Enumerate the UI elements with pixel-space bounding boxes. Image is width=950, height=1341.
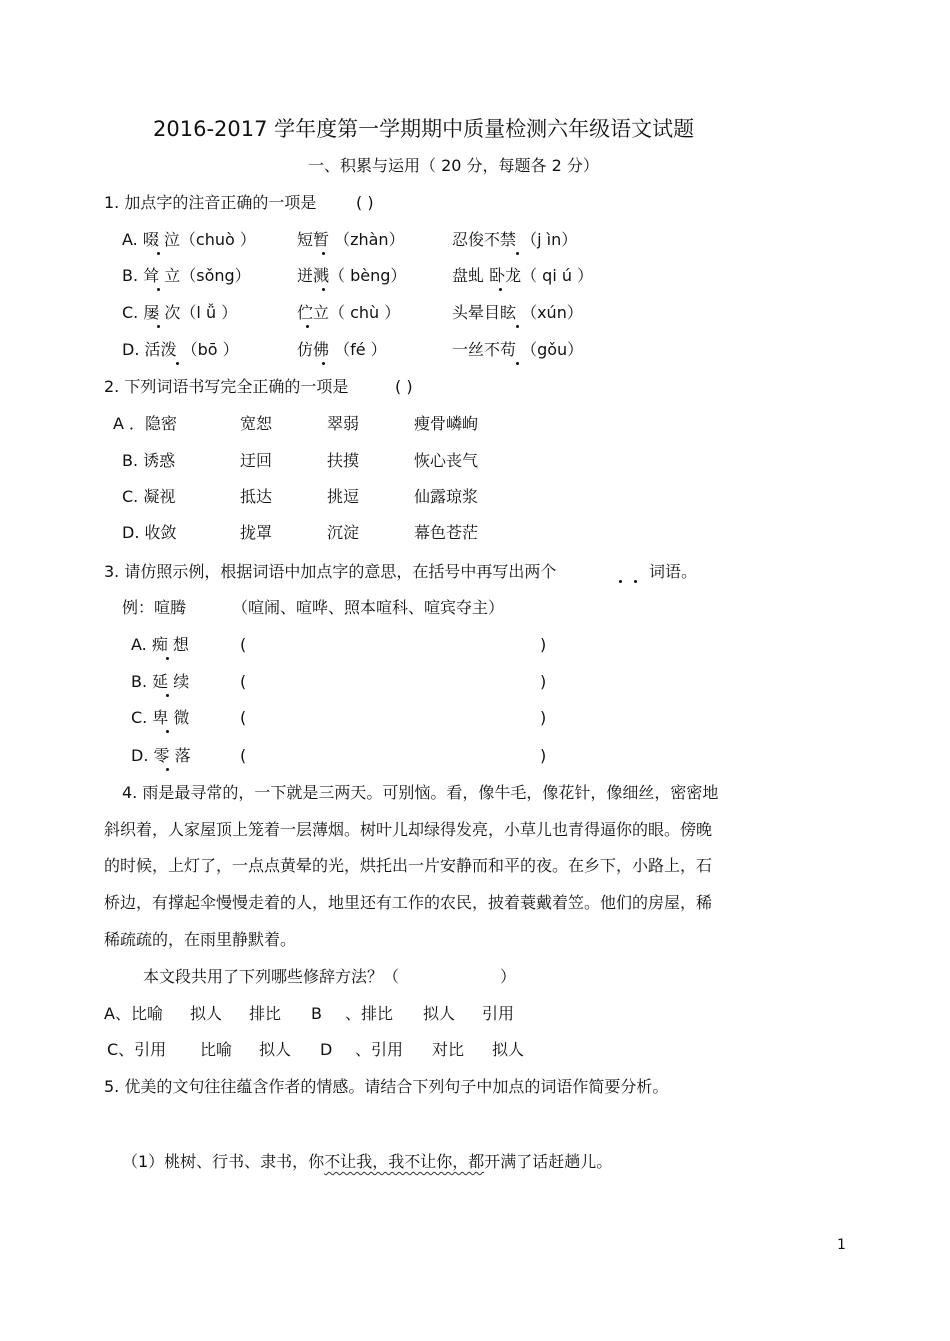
emphasis-dot: [166, 694, 169, 697]
question-3-stem: 3. 请仿照示例，根据词语中加点字的意思，在括号中再写出两个: [104, 562, 557, 581]
q1-option-a-1: A. 啜 泣（chuò ）: [122, 230, 256, 249]
q4-passage-line-4: 桥边，有撑起伞慢慢走着的人，地里还有工作的农民，披着蓑戴着笠。他们的房屋，稀: [104, 893, 713, 912]
q5-sentence-1-end: 开满了话赶趟儿。: [484, 1152, 613, 1171]
q3-item-a-open: (: [240, 635, 247, 654]
q1-option-c-2: 伫立（ chù ）: [297, 303, 401, 322]
emphasis-dot: [516, 252, 519, 255]
section-heading: 一、积累与运用（ 20 分，每题各 2 分）: [308, 156, 599, 175]
emphasis-dot: [176, 362, 179, 365]
q3-example-words: （喧闹、喧哗、照本喧科、喧宾夺主）: [232, 598, 505, 617]
q2-option-b-3: 扶摸: [327, 451, 360, 470]
q2-option-c-4: 仙露琼浆: [414, 487, 479, 506]
question-5-stem: 5. 优美的文句往往蕴含作者的情感。请结合下列句子中加点的词语作简要分析。: [104, 1077, 669, 1096]
q5-sentence-1-start: （1）桃树、行书、隶书，你: [122, 1152, 325, 1171]
q4-question: 本文段共用了下列哪些修辞方法？（: [143, 967, 400, 986]
emphasis-dot: [157, 288, 160, 291]
q2-option-c-3: 挑逗: [327, 487, 360, 506]
q3-item-d-close: ): [540, 746, 547, 765]
q3-item-d-open: (: [240, 746, 247, 765]
q4-option: 拟人: [259, 1040, 292, 1059]
page-title: 2016-2017 学年度第一学期期中质量检测六年级语文试题: [153, 117, 695, 141]
q4-passage-line-2: 斜织着，人家屋顶上笼着一层薄烟。树叶儿却绿得发亮，小草儿也青得逼你的眼。傍晚: [104, 820, 713, 839]
q3-item-a-close: ): [540, 635, 547, 654]
q4-option: 比喻: [200, 1040, 233, 1059]
q2-option-d-1: D. 收敛: [122, 523, 177, 542]
q4-option: 、排比: [345, 1004, 394, 1023]
emphasis-dot: [516, 362, 519, 365]
q3-item-c-open: (: [240, 708, 247, 727]
q3-item-b-open: (: [240, 672, 247, 691]
q2-option-b-2: 迂回: [240, 451, 273, 470]
q2-option-a-4: 瘦骨嶙峋: [414, 414, 479, 433]
q2-option-a-2: 宽恕: [240, 414, 273, 433]
page-number: 1: [837, 1237, 846, 1253]
q4-passage-line-5: 稀疏疏的，在雨里静默着。: [104, 930, 297, 949]
q4-option: 排比: [249, 1004, 282, 1023]
question-2-stem: 2. 下列词语书写完全正确的一项是: [104, 377, 349, 396]
q3-item-b-close: ): [540, 672, 547, 691]
q2-option-d-3: 沉淀: [327, 523, 360, 542]
emphasis-dot: [619, 580, 622, 583]
emphasis-dot: [499, 288, 502, 291]
q4-option: B: [311, 1004, 322, 1023]
emphasis-dot: [157, 325, 160, 328]
q4-option: 、引用: [355, 1040, 404, 1059]
q1-option-d-2: 仿佛 （fé ）: [297, 340, 387, 359]
q3-item-c-close: ): [540, 708, 547, 727]
q1-option-b-3: 盘虬 卧龙（ qi ú ）: [452, 266, 594, 285]
q4-option: D: [320, 1040, 333, 1059]
q1-option-b-2: 迸溅（ bèng）: [297, 266, 407, 285]
question-2-answer-paren: ( ): [395, 377, 413, 396]
emphasis-dot: [306, 325, 309, 328]
question-1-answer-paren: ( ): [356, 193, 374, 212]
q4-question-close: ）: [500, 967, 517, 986]
q4-option: 拟人: [492, 1040, 525, 1059]
emphasis-dot: [516, 325, 519, 328]
q1-option-c-1: C. 屡 次（l ǚ ）: [122, 303, 238, 322]
q1-option-d-1: D. 活泼 （bō ）: [122, 340, 239, 359]
emphasis-dot: [166, 730, 169, 733]
q4-option: C、引用: [107, 1040, 167, 1059]
emphasis-dot: [322, 288, 325, 291]
q3-item-d: D. 零 落: [131, 746, 191, 765]
q4-option: 拟人: [423, 1004, 456, 1023]
q2-option-d-4: 幕色苍茫: [414, 523, 479, 542]
emphasis-dot: [166, 768, 169, 771]
q4-option: 引用: [482, 1004, 515, 1023]
q2-option-c-1: C. 凝视: [122, 487, 176, 506]
emphasis-dot: [322, 362, 325, 365]
q3-item-b: B. 延 续: [131, 672, 190, 691]
emphasis-dot: [166, 657, 169, 660]
q2-option-a-3: 翠弱: [327, 414, 360, 433]
q1-option-a-3: 忍俊不禁 （j ìn）: [452, 230, 578, 249]
q2-option-a-1: A ．隐密: [113, 414, 178, 433]
q2-option-c-2: 抵达: [240, 487, 273, 506]
q4-option: A、比喻: [104, 1004, 163, 1023]
q4-option: 对比: [432, 1040, 465, 1059]
q5-sentence-1-marked: 不让我，我不让你，都: [324, 1152, 485, 1171]
q2-option-b-1: B. 诱惑: [122, 451, 176, 470]
q5-sentence-1: [122, 1152, 612, 1172]
q1-option-b-1: B. 耸 立（sǒng）: [122, 266, 251, 285]
emphasis-dot: [322, 252, 325, 255]
q1-option-d-3: 一丝不苟 （gǒu）: [452, 340, 584, 359]
q2-option-d-2: 拢罩: [240, 523, 273, 542]
q1-option-c-3: 头晕目眩 （xún）: [452, 303, 583, 322]
q2-option-b-4: 恢心丧气: [414, 451, 479, 470]
q3-item-c: C. 卑 微: [131, 708, 190, 727]
q4-passage-line-3: 的时候，上灯了，一点点黄晕的光，烘托出一片安静而和平的夜。在乡下，小路上，石: [104, 856, 713, 875]
emphasis-dot: [157, 252, 160, 255]
q3-example-label: 例：喧腾: [122, 598, 187, 617]
q3-item-a: A. 痴 想: [131, 635, 189, 654]
question-3-stem-end: 词语。: [649, 562, 698, 581]
q4-option: 拟人: [190, 1004, 223, 1023]
emphasis-dot: [634, 580, 637, 583]
q4-passage-line-1: 4. 雨是最寻常的，一下就是三两天。可别恼。看，像牛毛，像花针，像细丝，密密地: [122, 783, 719, 802]
question-1-stem: 1. 加点字的注音正确的一项是: [104, 193, 317, 212]
q1-option-a-2: 短暂 （zhàn）: [297, 230, 405, 249]
